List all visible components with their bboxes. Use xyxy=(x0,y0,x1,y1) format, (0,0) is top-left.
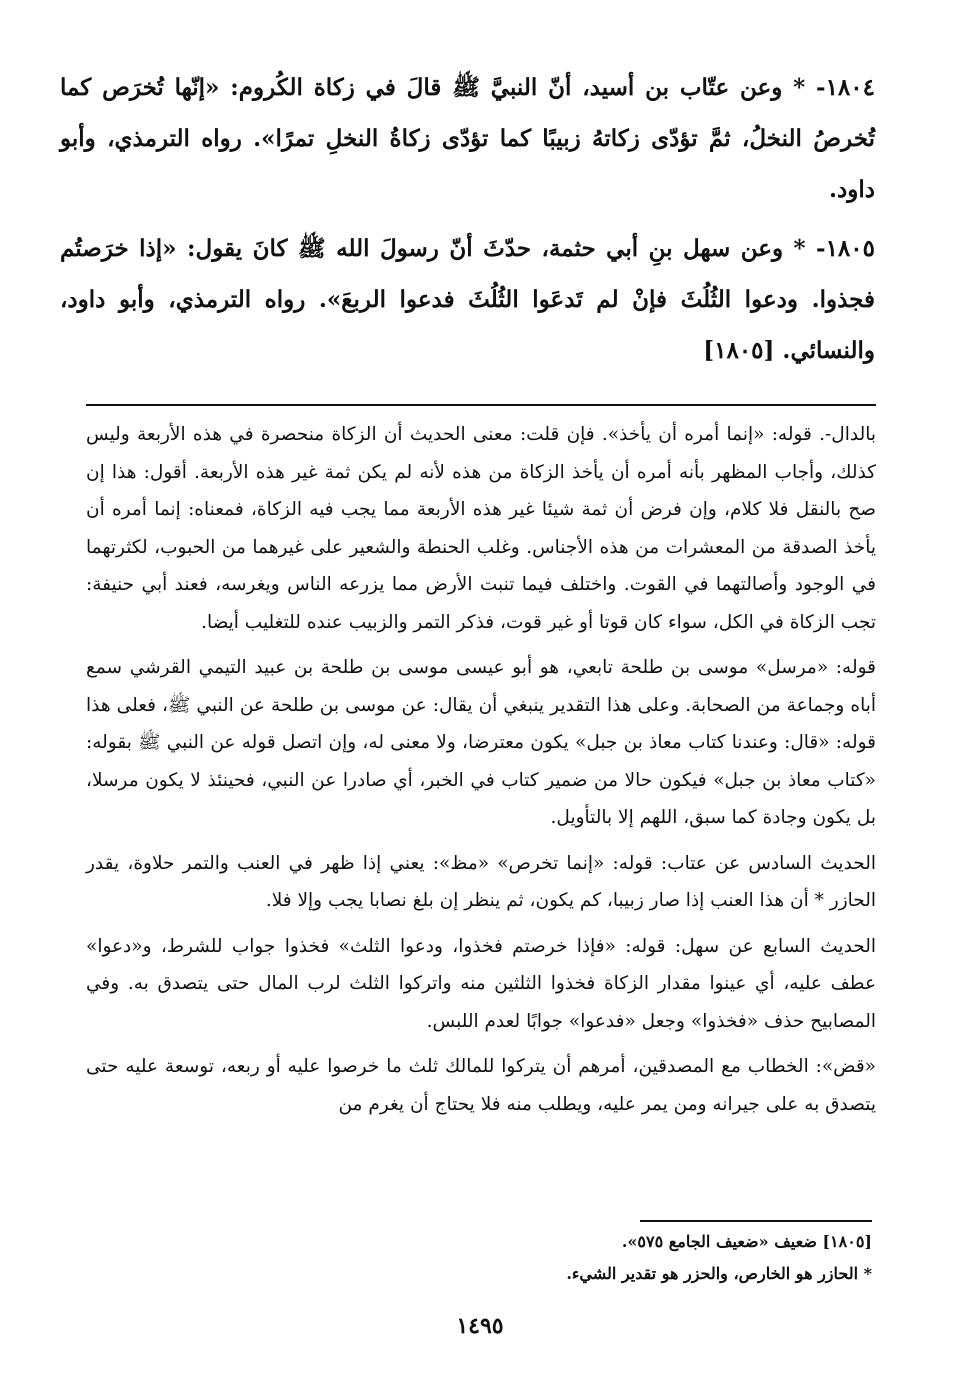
commentary-paragraph: الحديث السابع عن سهل: قوله: «فإذا خرصتم فخذوا، ودعوا الثلث» فخذوا جواب للشرط، و«دعوا» عطف عليه، أي عينوا مقدار الزكاة فخذوا الثلثين منه واتركوا الثلث لرب المال حتى يتصدق به. وفي المصابيح حذف «فخذوا» وجعل «فدعوا» جوابًا لعدم اللبس. xyxy=(86,935,876,1032)
commentary-section xyxy=(86,416,876,1131)
hadith-section xyxy=(60,62,875,384)
page-number: ١٤٩٥ xyxy=(456,1313,504,1339)
hadith-1804: ١٨٠٤- * وعن عتّاب بن أسيد، أنّ النبيَّ ﷺ قالَ في زكاة الكُروم: «إنّها تُخرَص كما تُخرصُ النخلُ، ثمَّ تؤدّى زكاتهُ زبيبًا كما تؤدّى زكاةُ النخلِ تمرًا». رواه الترمذي، وأبو داود. xyxy=(60,74,875,203)
footnote-hazir: * الحازر هو الخارص، والحزر هو تقدير الشيء. xyxy=(566,1264,872,1283)
commentary-paragraph: «قض»: الخطاب مع المصدقين، أمرهم أن يتركوا للمالك ثلث ما خرصوا عليه أو ربعه، توسعة عليه حتى يتصدق به على جيرانه ومن يمر عليه، ويطلب منه فلا يحتاج أن يغرم من xyxy=(86,1056,876,1115)
footnote-1805: [١٨٠٥] ضعيف «ضعيف الجامع ٥٧٥». xyxy=(621,1232,872,1251)
commentary-paragraph: قوله: «مرسل» موسى بن طلحة تابعي، هو أبو عيسى موسى بن طلحة بن عبيد التيمي القرشي سمع أباه وجماعة من الصحابة. وعلى هذا التقدير ينبغي أن يقال: عن موسى بن طلحة عن النبي ﷺ، فعلى هذا قوله: «قال: وعندنا كتاب معاذ بن جبل» يكون معترضا، ولا معنى له، وإن اتصل قوله عن النبي ﷺ بقوله: «كتاب معاذ بن جبل» فيكون حالا من ضمير كتاب في الخبر، أي صادرا عن النبي، فحينئذ لا يكون مرسلا، بل يكون وجادة كما سبق، اللهم إلا بالتأويل. xyxy=(86,657,876,828)
footnote-divider xyxy=(640,1220,872,1222)
hadith-1805: ١٨٠٥- * وعن سهل بنِ أبي حثمة، حدّثَ أنّ رسولَ الله ﷺ كانَ يقول: «إذا خرَصتُم فجذوا. ودعوا الثُلُثَ فإنْ لم تَدعَوا الثُلُثَ فدعوا الربعَ». رواه الترمذي، وأبو داود، والنسائي. [١٨٠٥] xyxy=(60,235,875,364)
footnotes xyxy=(300,1226,872,1290)
commentary-paragraph: بالدال-. قوله: «إنما أمره أن يأخذ». فإن قلت: معنى الحديث أن الزكاة منحصرة في هذه الأربعة وليس كذلك، وأجاب المظهر بأنه أمره أن يأخذ الزكاة من هذه لأنه لم يكن ثمة غير هذه الأربعة. أقول: هذا إن صح بالنقل فلا كلام، وإن فرض أن ثمة شيئا غير هذه الأربعة مما يجب فيه الزكاة، فمعناه: إنما أمره أن يأخذ الصدقة من المعشرات من هذه الأجناس. وغلب الحنطة والشعير على غيرهما من الحبوب، لكثرتهما في الوجود وأصالتهما في القوت. واختلف فيما تنبت الأرض مما يزرعه الناس ويغرسه، فعند أبي حنيفة: تجب الزكاة في الكل، سواء كان قوتا أو غير قوت، فذكر التمر والزبيب عنده للتغليب أيضا. xyxy=(86,424,876,633)
commentary-paragraph: الحديث السادس عن عتاب: قوله: «إنما تخرص» «مظ»: يعني إذا ظهر في العنب والتمر حلاوة، يقدر الحازر * أن هذا العنب إذا صار زبيبا، كم يكون، ثم ينظر إن بلغ نصابا يجب وإلا فلا. xyxy=(86,852,876,911)
section-divider xyxy=(86,404,876,406)
